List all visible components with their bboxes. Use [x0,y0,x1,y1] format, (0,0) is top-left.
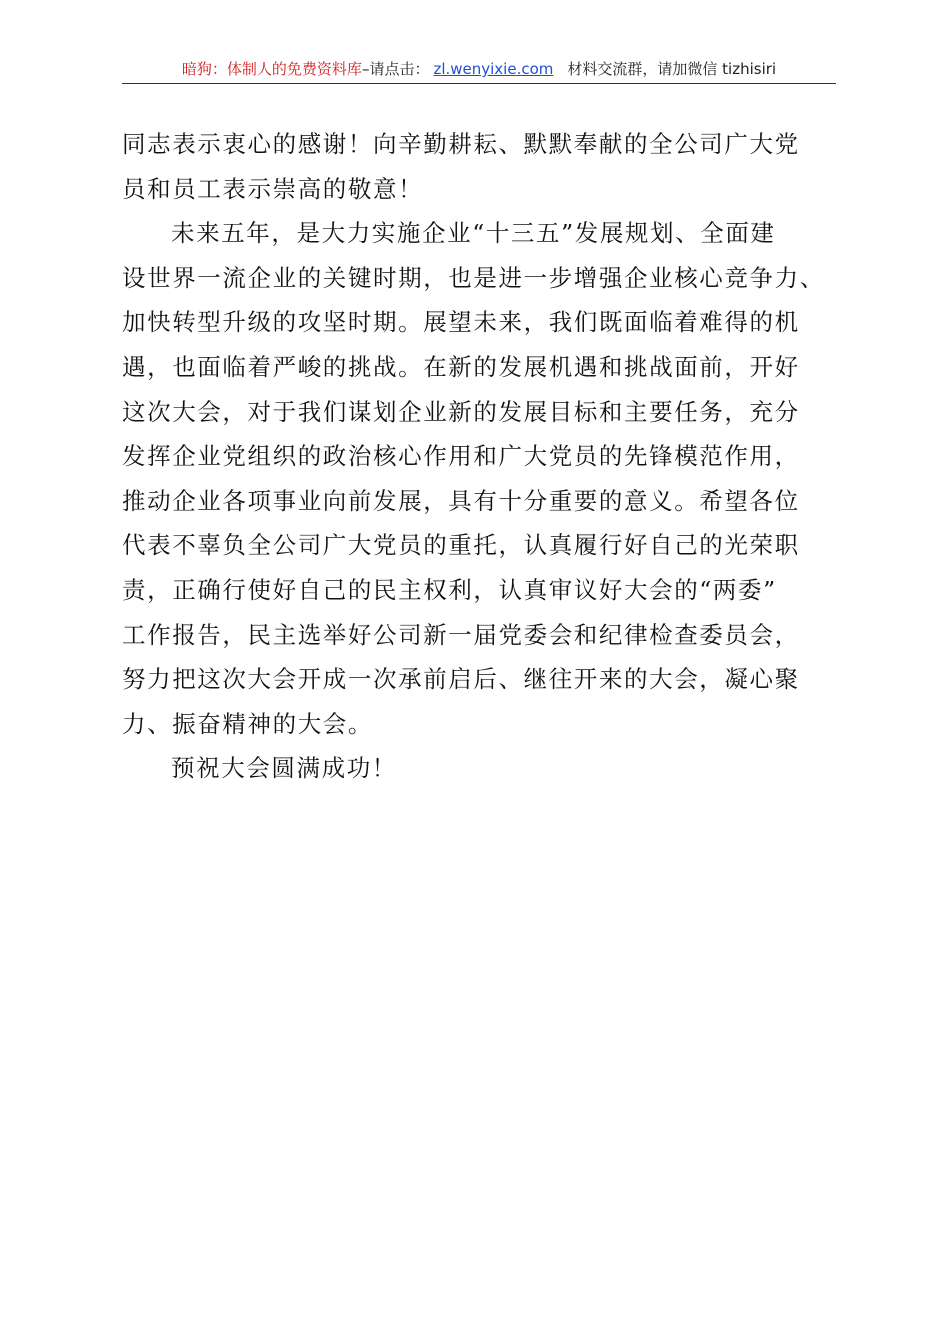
body-line: 责，正确行使好自己的民主权利，认真审议好大会的“两委” [122,575,777,604]
body-line: 设世界一流企业的关键时期，也是进一步增强企业核心竞争力、 [122,263,825,292]
body-line: 努力把这次大会开成一次承前启后、继往开来的大会，凝心聚 [122,665,800,694]
header-contact: 材料交流群，请加微信 tizhisiri [567,60,777,78]
body-line: 工作报告，民主选举好公司新一届党委会和纪律检查委员会， [122,620,800,649]
body-line: 遇，也面临着严峻的挑战。在新的发展机遇和挑战面前，开好 [122,352,800,381]
header-brand: 暗狗：体制人的免费资料库 [181,60,362,78]
body-line: 这次大会，对于我们谋划企业新的发展目标和主要任务，充分 [122,397,800,426]
body-line: 员和员工表示崇高的敬意！ [122,174,424,203]
closing-line: 预祝大会圆满成功！ [171,754,397,783]
body-line: 发挥企业党组织的政治核心作用和广大党员的先锋模范作用， [122,442,800,471]
header-prompt: –请点击： [361,60,430,78]
document-body [122,122,825,791]
body-line: 推动企业各项事业向前发展，具有十分重要的意义。希望各位 [122,486,800,515]
paragraph-start-line: 未来五年，是大力实施企业“十三五”发展规划、全面建 [171,219,776,248]
header-divider [122,83,836,84]
body-line: 加快转型升级的攻坚时期。展望未来，我们既面临着难得的机 [122,308,800,337]
header-link[interactable]: zl.wenyixie.com [433,60,554,78]
body-line: 力、振奋精神的大会。 [122,709,373,738]
body-line: 同志表示衷心的感谢！向辛勤耕耘、默默奉献的全公司广大党 [122,130,800,158]
page-header [122,58,836,84]
body-line: 代表不辜负全公司广大党员的重托，认真履行好自己的光荣职 [122,531,800,560]
